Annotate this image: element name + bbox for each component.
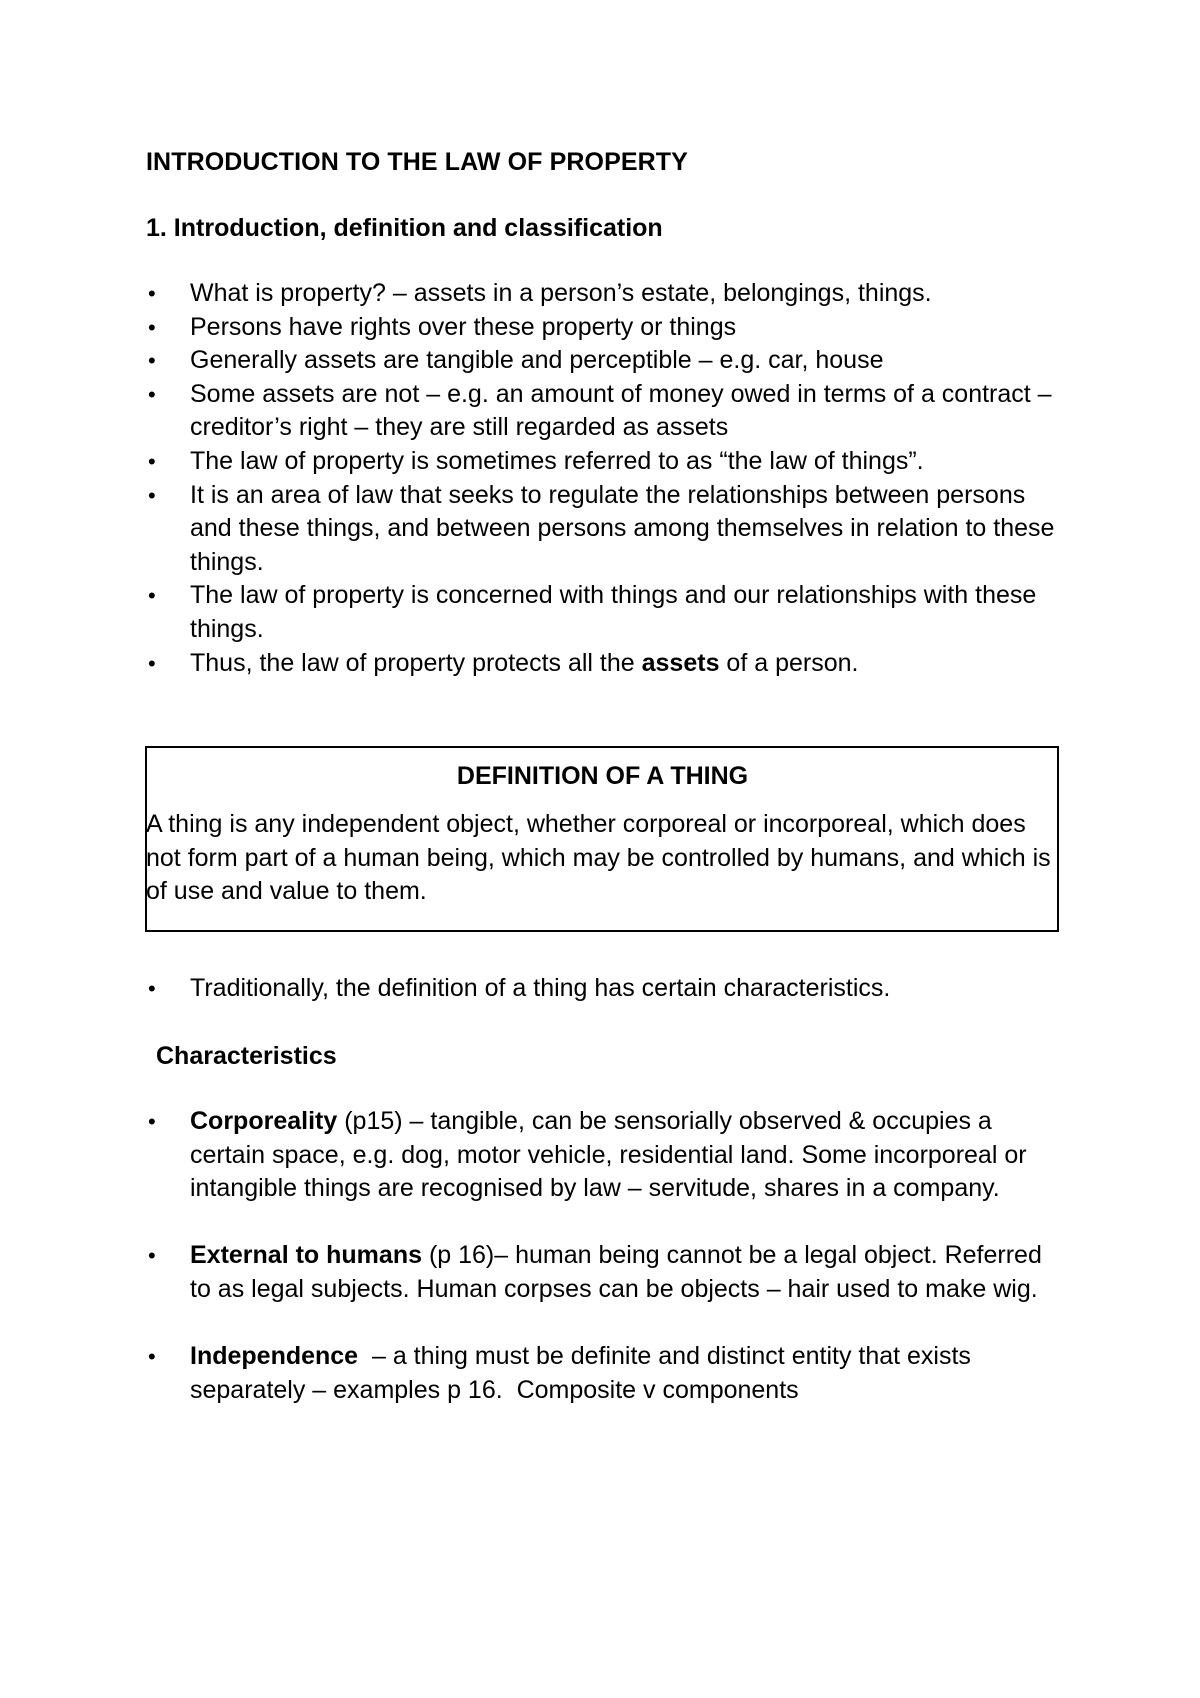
emphasis-assets: assets [641,648,720,677]
list-item-text: The law of property is sometimes referred to as “the law of things”. [190,446,924,475]
bullet-icon: • [148,314,156,340]
list-item-text: The law of property is concerned with things and our relationships with these things. [190,581,1037,643]
intro-bullet-list [146,277,1066,680]
characteristics-list [146,1105,1066,1441]
characteristics-heading: Characteristics [156,1042,337,1070]
list-item [146,479,1066,580]
characteristic-text: (p 16)– human being cannot be a legal object. Referred to as legal subjects. Human corpses can be objects – hair used to make wig. [190,1241,1042,1303]
bullet-icon: • [148,1243,156,1269]
bullet-icon: • [148,482,156,508]
characteristic-term: External to humans [190,1241,422,1270]
bullet-icon: • [148,448,156,474]
list-item [146,378,1066,445]
definition-box-title: DEFINITION OF A THING [456,762,749,790]
list-item [146,1105,1066,1206]
list-item-text: It is an area of law that seeks to regulate the relationships between persons and these things, and between persons among themselves in relation to these things. [190,480,1055,576]
bullet-icon: • [148,1109,156,1134]
list-item [146,445,1066,479]
list-item-text: Generally assets are tangible and perceptible – e.g. car, house [190,346,884,375]
list-item [146,277,1066,311]
section-heading: 1. Introduction, definition and classification [146,214,663,242]
list-item [146,647,1066,681]
list-item-text: Some assets are not – e.g. an amount of money owed in terms of a contract – creditor’s right – they are still regarded as assets [190,379,1052,442]
list-item-text-before: Thus, the law of property protects all the [190,648,642,677]
characteristic-text: – a thing must be definite and distinct entity that exists separately – examples p 16. Composite v components [190,1342,978,1404]
list-item-text-after: of a person. [719,648,859,677]
list-item [146,344,1066,378]
list-item [146,972,1066,1006]
document-title: INTRODUCTION TO THE LAW OF PROPERTY [146,148,688,176]
definition-box-text: A thing is any independent object, whether corporeal or incorporeal, which does not form part of a human being, which may be controlled by humans, and which is of use and value to them. [146,810,1051,906]
list-item-text: Persons have rights over these property or things [190,312,737,341]
traditional-bullet-list [146,972,1066,1006]
list-item-text: Traditionally, the definition of a thing has certain characteristics. [190,974,891,1002]
list-item-text: What is property? – assets in a person’s estate, belongings, things. [190,279,932,307]
characteristic-text: (p15) – tangible, can be sensorially observed & occupies a certain space, e.g. dog, motor vehicle, residential land. Some incorporeal or intangible things are recognised by law – servitude, shares in a company. [190,1107,1027,1203]
bullet-icon: • [148,281,156,306]
bullet-icon: • [148,650,156,676]
bullet-icon: • [148,1344,156,1370]
bullet-icon: • [148,348,156,374]
bullet-icon: • [148,381,156,407]
bullet-icon: • [148,976,156,1001]
list-item [146,579,1066,646]
characteristic-term: Independence [190,1342,359,1371]
list-item [146,1340,1066,1407]
list-item [146,311,1066,345]
list-item [146,1239,1066,1306]
characteristic-term: Corporeality [190,1107,338,1135]
bullet-icon: • [148,583,156,609]
